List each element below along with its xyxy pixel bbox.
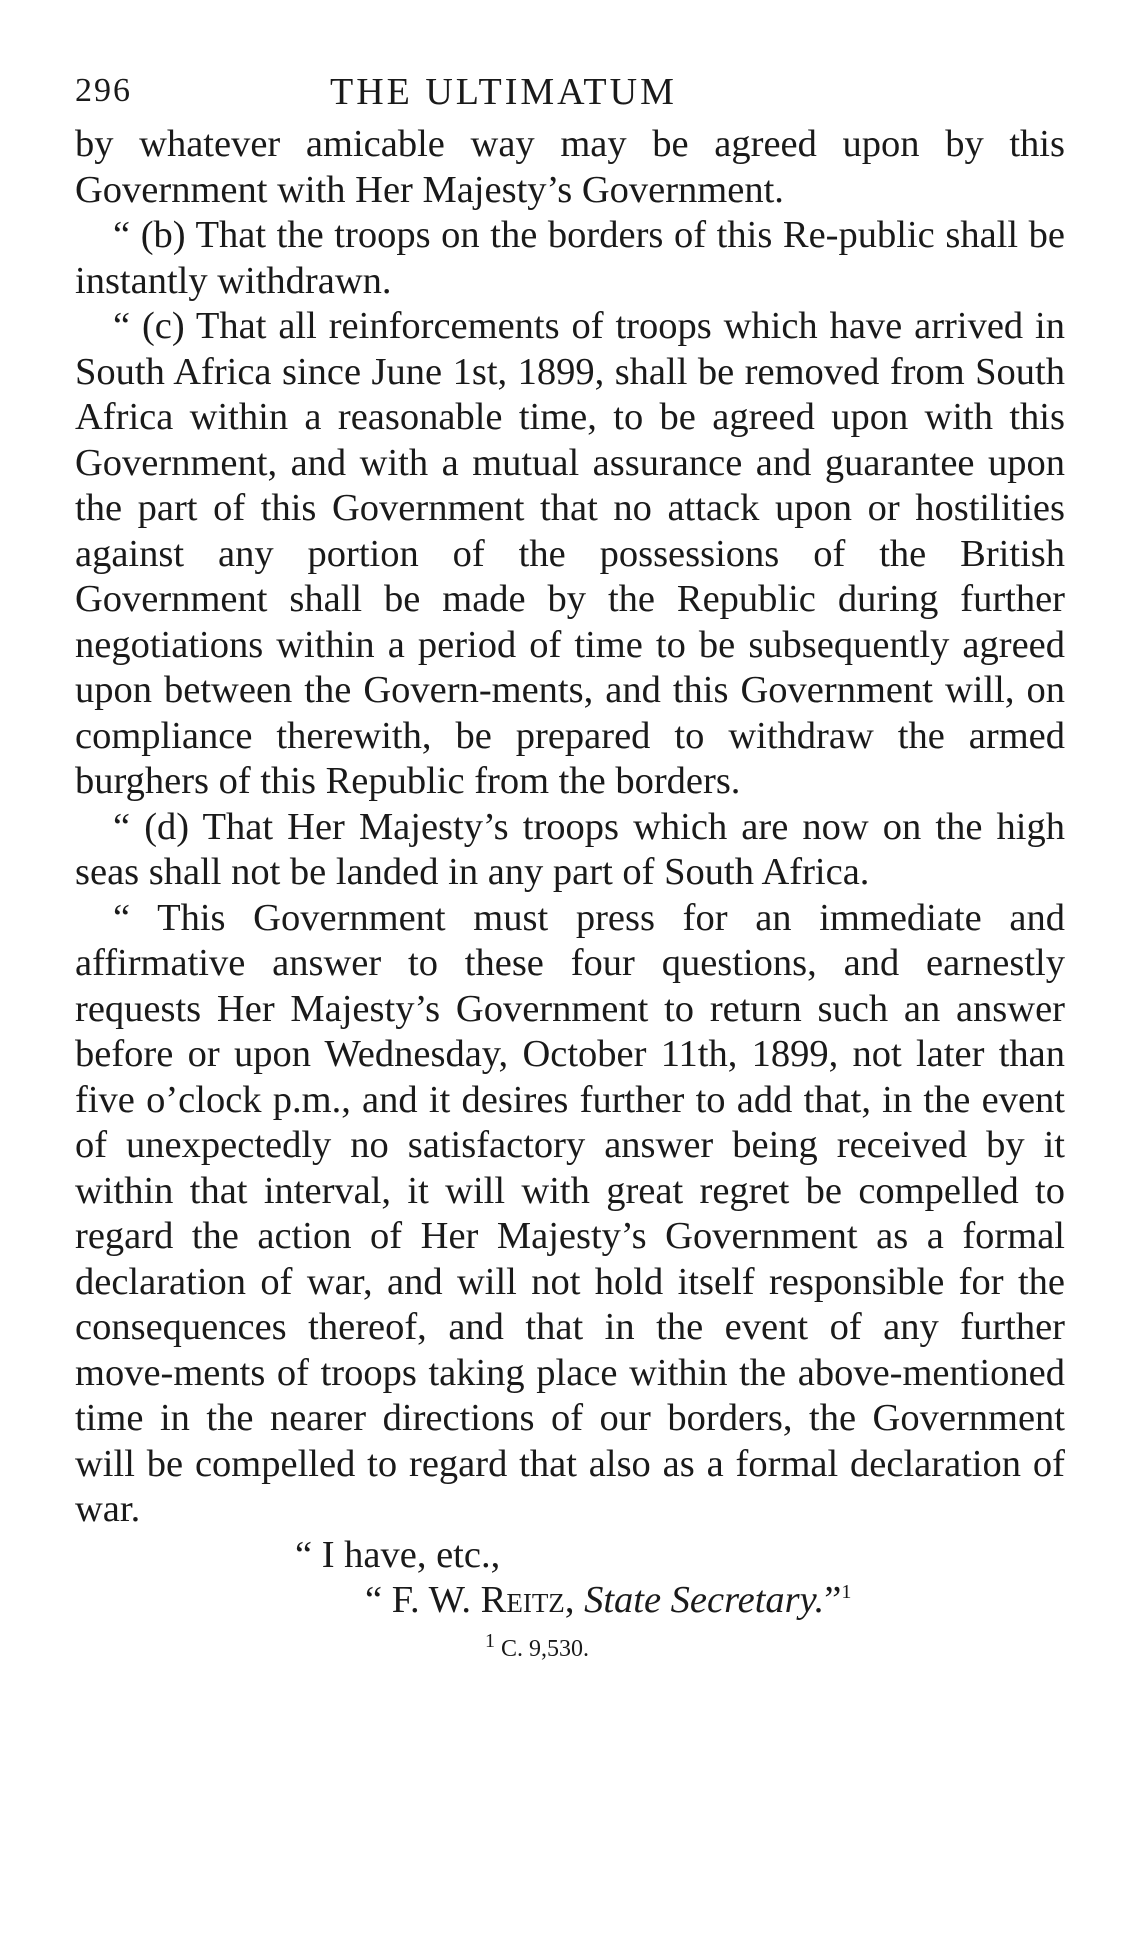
signature-line [75, 1578, 1065, 1624]
letter-closing [75, 1533, 1065, 1624]
running-head: THE ULTIMATUM [330, 71, 677, 113]
signature-open-quote: “ [365, 1579, 392, 1621]
body-text [75, 122, 1065, 1533]
book-page [75, 70, 1065, 1663]
paragraph-condition-d: “ (d) That Her Majesty’s troops which are now on the high seas shall not be landed in any part of South Africa. [75, 805, 1065, 893]
signatory-title: State Secretary. [584, 1579, 825, 1621]
signature-close-quote: ” [824, 1579, 842, 1621]
paragraph-continuation: by whatever amicable way may be agreed upon by this Government with Her Majesty’s Government. [75, 123, 1065, 211]
page-header [75, 70, 1065, 122]
page-number: 296 [75, 72, 132, 109]
footnote-text: C. 9,530. [501, 1635, 590, 1662]
footnote [75, 1629, 1065, 1663]
signature-separator: , [564, 1579, 585, 1621]
paragraph-demand: “ This Government must press for an immediate and affirmative answer to these four questions, and earnestly requests Her Majesty’s Government to return such an answer before or upon Wednesday, October 11th, 1899, not later than five o’clock p.m., and it desires further to add that, in the event of unexpectedly no satisfactory answer being received by it within that interval, it will with great regret be compelled to regard the action of Her Majesty’s Government as a formal declaration of war, and will not hold itself responsible for the consequences thereof, and that in the event of any further move-ments of troops taking place within the above-mentioned time in the nearer directions of our borders, the Government will be compelled to regard that also as a formal declaration of war. [75, 896, 1065, 1530]
signatory-name: F. W. Reitz [391, 1579, 565, 1621]
footnote-reference: 1 [841, 1581, 852, 1604]
salutation: “ I have, etc., [295, 1533, 501, 1576]
paragraph-condition-c: “ (c) That all reinforcements of troops which have arrived in South Africa since June 1st, 1899, shall be removed from South Africa within a reasonable time, to be agreed upon with this Government, and with a mutual assurance and guarantee upon the part of this Government that no attack upon or hostilities against any portion of the possessions of the British Government shall be made by the Republic during further negotiations within a period of time to be subsequently agreed upon between the Govern-ments, and this Government will, on compliance therewith, be prepared to withdraw the armed burghers of this Republic from the borders. [75, 305, 1065, 802]
footnote-marker: 1 [485, 1629, 495, 1652]
paragraph-condition-b: “ (b) That the troops on the borders of this Re-public shall be instantly withdrawn. [75, 214, 1065, 302]
